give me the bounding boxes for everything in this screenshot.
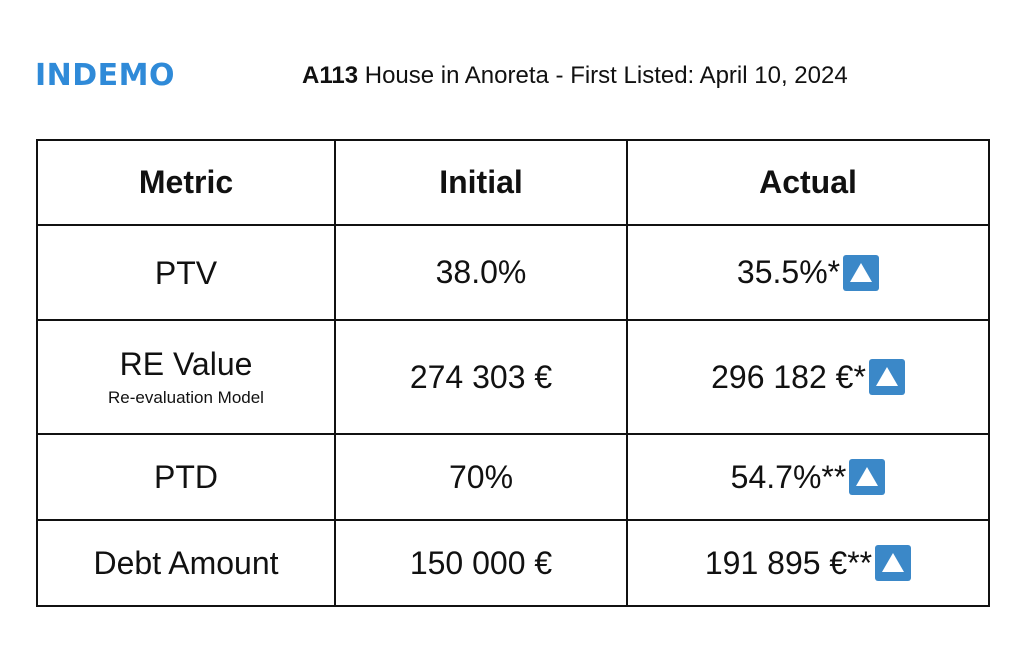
up-arrow-icon [843, 255, 879, 291]
indemo-logo: INDEMO [35, 58, 176, 93]
table-row [37, 520, 989, 606]
listing-title [302, 60, 848, 92]
initial-value: 70% [335, 434, 627, 520]
actual-cell [627, 520, 989, 606]
initial-value: 274 303 € [335, 320, 627, 434]
metric-label: Debt Amount [93, 545, 279, 581]
table-row [37, 434, 989, 520]
listing-description: House in Anoreta - First Listed: April 10, 2024 [364, 62, 848, 89]
metric-label: RE Value [119, 346, 253, 382]
actual-value: 191 895 €** [704, 544, 873, 581]
up-arrow-icon [849, 459, 885, 495]
metric-sublabel: Re-evaluation Model [108, 388, 264, 407]
metric-label: PTD [154, 459, 218, 495]
column-header-actual: Actual [627, 140, 989, 225]
initial-value: 150 000 € [335, 520, 627, 606]
actual-cell [627, 320, 989, 434]
up-arrow-icon [869, 359, 905, 395]
metric-label: PTV [154, 254, 218, 291]
metric-cell [37, 520, 335, 606]
metrics-table [36, 139, 990, 607]
table-header-row [37, 140, 989, 225]
actual-value: 54.7%** [730, 458, 847, 495]
actual-value: 35.5%* [736, 254, 841, 290]
actual-value: 296 182 €* [711, 358, 866, 395]
actual-cell [627, 225, 989, 320]
metric-cell [37, 225, 335, 320]
listing-code: A113 [302, 62, 359, 89]
metric-cell [37, 320, 335, 434]
metric-cell [37, 434, 335, 520]
table-row [37, 320, 989, 434]
column-header-initial: Initial [335, 140, 627, 225]
actual-cell [627, 434, 989, 520]
up-arrow-icon [875, 545, 911, 581]
table-row [37, 225, 989, 320]
initial-value: 38.0% [335, 225, 627, 320]
column-header-metric: Metric [37, 140, 335, 225]
